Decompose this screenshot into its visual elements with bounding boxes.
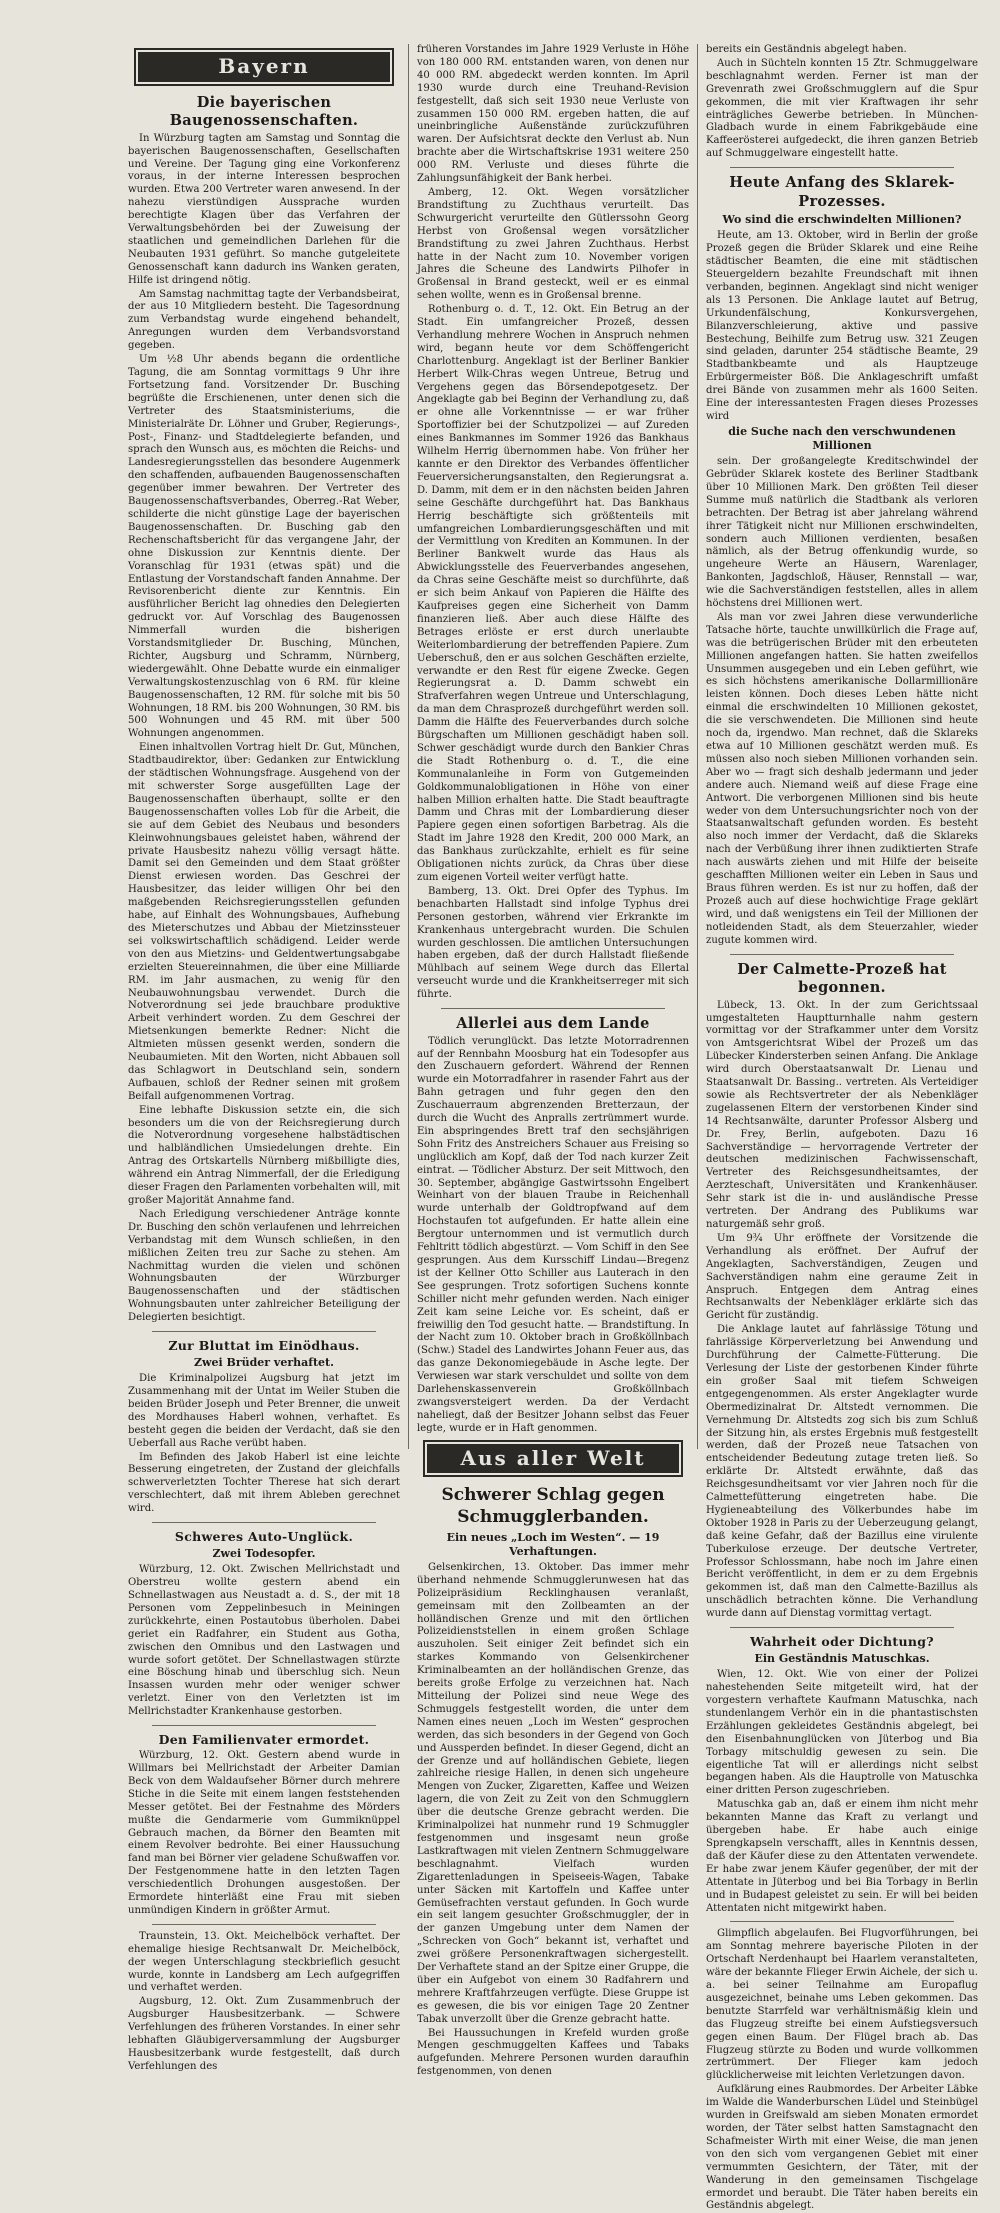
paragraph: Bei Haussuchungen in Krefeld wurden große Mengen geschmuggelten Kaffees und Tabaks aufgefunden. Mehrere Personen wurden daraufhin festgenommen, von denen (417, 2027, 689, 2078)
paragraph: bereits ein Geständnis abgelegt haben. (706, 44, 907, 55)
column-2 (408, 44, 697, 2078)
paragraph: Um 9¾ Uhr eröffnete der Vorsitzende die Verhandlung als eröffnet. Der Aufruf der Angeklagten, Sachverständigen, Zeugen und Sachverständigen nahm eine geraume Zeit in Anspruch. Entgegen dem Antrag eines Rechtsanwalts der Nebenkläger erklärte sich das Gericht für zuständig. (706, 1232, 978, 1322)
paragraph: Aufklärung eines Raubmordes. Der Arbeiter Läbke im Walde die Wanderburschen Lüdel und Steinbügel wurden in Greifswald am sieben Monaten ermordet worden, der Täter selbst hatten Samstagnacht den Schafmeister Wirth mit einer Weise, die man jenen von den sich vom vergangenen Gebiet mit einer vermummten Gesichtern, der Täter, mit der Wanderung in den gemeinsamen Tischgelage ermordet und beraubt. Die Täter haben bereits ein Geständnis abgelegt. (706, 2084, 978, 2212)
paragraph: Als man vor zwei Jahren diese verwunderliche Tatsache hörte, tauchte unwillkürlich die Frage auf, was die betrügerischen Brüder mit den erbeuteten Millionen angefangen hatten. Sie hatten zweifellos Unsummen ausgegeben und ein Leben geführt, wie es sich höchstens amerikanische Dollarmillionäre leisten können. Doch dieses Leben hätte nicht einmal die erschwindelten 10 Millionen gekostet, die sie verschwendeten. Die Millionen sind heute noch da, irgendwo. Man rechnet, daß die Sklareks etwa auf 10 Millionen geschätzt werden muß. Es müssen also noch sieben Millionen vorhanden sein. Aber wo — fragt sich deshalb jedermann und jeder andere auch. Niemand weiß auf diese Frage eine Antwort. Die verborgenen Millionen sind bis heute weder von dem Untersuchungsrichter noch von der Staatsanwaltschaft gefunden worden. Es besteht also noch immer der Verdacht, daß die Sklareks nach der Verbüßung ihrer ihnen zudiktierten Strafe nach auswärts ziehen und mit Hilfe der beiseite geschafften Millionen weiter ein Leben in Saus und Braus führen werden. Es ist nur zu hoffen, daß der Prozeß auch auf diese hochwichtige Frage geklärt wird, und daß wenigstens ein Teil der Millionen der notleidenden Stadt, als dem Steuerzahler, wieder zugute kommen wird. (706, 611, 978, 946)
subheadline-bluttat: Zwei Brüder verhaftet. (194, 1356, 334, 1370)
paragraph: Die Kriminalpolizei Augsburg hat jetzt im Zusammenhang mit der Untat im Weiler Stuben die beiden Brüder Joseph und Peter Brenner, die unweit des Mordhauses Haberl wohnen, verhaftet. Es besteht gegen die beiden der Verdacht, daß sie den Ueberfall aus Rache verübt haben. (128, 1373, 400, 1449)
divider (730, 954, 954, 955)
paragraph: Am Samstag nachmittag tagte der Verbandsbeirat, der aus 10 Mitgliedern besteht. Die Tagesordnung zum Verbandstag wurde eingehend behandelt, Anregungen wurden dem Verbandsvorstand gegeben. (128, 288, 400, 352)
headline-wahrheit: Wahrheit oder Dichtung? (750, 1634, 934, 1650)
divider (730, 1627, 954, 1628)
paragraph: Augsburg, 12. Okt. Zum Zusammenbruch der Augsburger Hausbesitzerbank. — Schwere Verfehlungen des früheren Vorstandes. In einer sehr lebhaften Gläubigerversammlung der Augsburger Hausbesitzerbank wurde festgestellt, daß durch Verfehlungen des (128, 1996, 400, 2072)
headline-familienvater: Den Familienvater ermordet. (158, 1732, 370, 1748)
subheadline-auto-unglueck: Zwei Todesopfer. (212, 1547, 316, 1561)
paragraph: In Würzburg tagten am Samstag und Sonntag die bayerischen Baugenossenschaften, Gesellschaften und Vereine. Der Tagung ging eine Vorkonferenz voraus, in der interne Interessen besprochen wurden. Etwa 200 Vertreter waren anwesend. In der nahezu vierstündigen Aussprache wurden berechtigte Klagen über das Verfahren der Verwaltungsbehörden bei der Zuweisung der staatlichen und gemeindlichen Darlehen für die Neubauten 1931 geführt. So manche gutgeleitete Genossenschaft kann dadurch ins Wanken geraten, Hilfe ist dringend nötig. (128, 132, 400, 286)
headline-bluttat: Zur Bluttat im Einödhaus. (168, 1338, 360, 1354)
paragraph: Gelsenkirchen, 13. Oktober. Das immer mehr überhand nehmende Schmugglerunwesen hat das Polizeipräsidium Recklinghausen veranlaßt, gemeinsam mit den Zollbeamten an der holländischen Grenze und mit den örtlichen Polizeidienststellen in einem großen Schlage auszuholen. Seit einiger Zeit befindet sich ein starkes Kommando von Gelsenkirchener Kriminalbeamten an der holländischen Grenze, das bereits große Erfolge zu verzeichnen hat. Nach Mitteilung der Polizei sind neue Wege des Schmuggels festgestellt worden, die unter dem Namen eines neuen „Loch im Westen“ gesprochen werden, das sich besonders in der Gegend von Goch und Aussperden befindet. In dieser Gegend, dicht an der Grenze und auf holländischen Gebiete, liegen zahlreiche riesige Hallen, in denen sich ungeheure Mengen von Zucker, Zigaretten, Kaffee und Weizen lagern, die von Zeit zu Zeit von den Schmugglern über die deutsche Grenze gebracht werden. Die Kriminalpolizei hat nunmehr rund 19 Schmuggler festgenommen und insgesamt neun große Lastkraftwagen mit vielen Zentnern Schmuggelware beschlagnahmt. Vielfach wurden Zigarettenladungen in Speiseeis-Wagen, Tabake unter Säcken mit Kartoffeln und Kaffee unter Gemüsefrachten verstaut gefunden. In Goch wurde ein seit langem gesuchter Großschmuggler, der in der ganzen Umgebung unter dem Namen der „Schrecken von Goch“ bekannt ist, verhaftet und zwei größere Personenkraftwagen sichergestellt. Der Verhaftete stand an der Spitze einer Gruppe, die über ein Aufgebot von einem 30 Radfahrern und mehrere Kraftfahrzeugen verfügte. Diese Gruppe ist es gewesen, die bis vor einigen Tage 20 Zentner Tabak unverzollt über die Grenze gebracht hatte. (417, 1561, 689, 2025)
headline-calmette: Der Calmette-Prozeß hat begonnen. (737, 960, 947, 997)
column-1 (120, 44, 408, 2072)
divider (441, 1008, 665, 1009)
paragraph: Auch in Süchteln konnten 15 Ztr. Schmuggelware beschlagnahmt werden. Ferner ist man der Grevenrath zwei Großschmugglern auf die Spur gekommen, die mit vier Kraftwagen ihr sehr einträgliches Gewerbe betrieben. In München-Gladbach wurde in einem Fabrikgebäude eine Kaffeerösterei aufgedeckt, die ihren ganzen Betrieb auf Schmuggelware eingestellt hatte. (706, 57, 978, 160)
paragraph: Wien, 12. Okt. Wie von einer der Polizei nahestehenden Seite mitgeteilt wird, hat der vorgestern verhaftete Kaufmann Matuschka, nach stundenlangem Verhör ein in die phantastischsten Erzählungen gekleidetes Geständnis abgelegt, bei den Eisenbahnunglücken von Jüterbog und Bia Torbagy mitschuldig gewesen zu sein. Die eigentliche Tat will er allerdings nicht selbst begangen haben. Als die Hauptrolle von Matuschka einer dritten Person zugeschrieben. (706, 1669, 978, 1797)
paragraph: Rothenburg o. d. T., 12. Okt. Ein Betrug an der Stadt. Ein umfangreicher Prozeß, dessen Verhandlung mehrere Wochen in Anspruch nehmen wird, begann heute vor dem Schöffengericht Charlottenburg. Angeklagt ist der Berliner Bankier Herbert Wilk-Chras wegen Untreue, Betrug und Vergehens gegen das Börsendepotgesetz. Der Angeklagte gab bei Beginn der Verhandlung zu, daß er ohne alle Vorkenntnisse — er war früher Sportoffizier bei der Schutzpolizei — auf Zureden eines Bankmannes im Sommer 1926 das Bankhaus Wilhelm Herrig übernommen habe. Von früher her kannte er den Direktor des Verbandes öffentlicher Feuerversicherungsanstalten, den Regierungsrat a. D. Damm, mit dem er in den nächsten beiden Jahren seine Geschäfte durchgeführt hat. Das Bankhaus Herrig beschäftigte sich größtenteils mit umfangreichen Lombardierungsgeschäften und mit der Vermittlung von Krediten an Kommunen. In der Berliner Bankwelt wurde das Haus als Abwicklungsstelle des Feuerverbandes angesehen, da Chras seine Geschäfte meist so durchführte, daß er sich beim Ankauf von Papieren die Hälfte des Kaufpreises gegen eine Sicherheit von Damm finanzieren ließ. Aber auch diese Hälfte des Betrages erlöste er erst durch unerlaubte Weiterlombardierung der betreffenden Papiere. Zum Ueberschuß, den er aus solchen Geschäften erzielte, verwandte er den Rest für eigene Zwecke. Gegen Regierungsrat a. D. Damm schwebt ein Strafverfahren wegen Untreue und Unterschlagung, da man dem Chrasprozeß durchgeführt werden soll. Damm die Hälfte des Feuerverbandes durch solche Bürgschaften um Millionen geschädigt haben soll. Schwer geschädigt wurde durch den Bankier Chras die Stadt Rothenburg o. d. T., die eine Kommunalanleihe in Form von Gutgemeinden Goldkommunalobligationen in Höhe von einer halben Million erhalten hatte. Die Stadt beauftragte Damm und Chras mit der Lombardierung dieser Papiere gegen einen sofortigen Barbetrag. Als die Stadt im Jahre 1928 den Kredit, 200 000 Mark, an das Bankhaus zurückzahlte, erhielt es für seine Obligationen nichts zurück, da Chras über diese zum eigenen Vorteil weiter verfügt hatte. (417, 304, 689, 883)
divider (730, 167, 954, 168)
paragraph: Um ½8 Uhr abends begann die ordentliche Tagung, die am Sonntag vormittags 9 Uhr ihre Fortsetzung fand. Vorsitzender Dr. Busching begrüßte die Erschienenen, unter denen sich die Vertreter des Staatsministeriums, die Ministerialräte Dr. Löhner und Gruber, Regierungs-, Post-, Finanz- und Stadtdelegierte befanden, und sprach den Wunsch aus, es möchten die Reichs- und Landesregierungsstellen das besondere Augenmerk den schaffenden, aufbauenden Baugenossenschaften gegenüber immer bewahren. Der Vertreter des Baugenossenschaftsverbandes, Oberreg.-Rat Weber, schilderte die nicht günstige Lage der bayerischen Baugenossenschaften. Dr. Busching gab den Rechenschaftsbericht für das vergangene Jahr, der ohne Diskussion zur Kenntnis diente. Der Voranschlag für 1931 (etwas spät) und die Entlastung der Vorstandschaft fanden Annahme. Der Revisorenbericht diente zur Kenntnis. Ein ausführlicher Bericht lag ohnedies den Delegierten gedruckt vor. Auf Vorschlag des Baugenossen Nimmerfall wurden die bisherigen Vorstandsmitglieder Dr. Busching, München, Richter, Augsburg und Schramm, Nürnberg, wiedergewählt. Ohne Debatte wurde ein einmaliger Verwaltungskostenzuschlag von 6 RM. für kleine Baugenossenschaften, 12 RM. für solche mit bis 50 Wohnungen, 18 RM. bis 200 Wohnungen, 30 RM. bis 500 Wohnungen und 45 RM. mit über 500 Wohnungen angenommen. (128, 354, 400, 740)
inline-subheading-millionen: die Suche nach den verschwundenen Millionen (728, 424, 956, 452)
paragraph: Bamberg, 13. Okt. Drei Opfer des Typhus. Im benachbarten Hallstadt sind infolge Typhus drei Personen gestorben, während vier Erkrankte im Krankenhaus untergebracht wurden. Die Schulen wurden geschlossen. Die amtlichen Untersuchungen haben ergeben, daß der durch Hallstadt fließende Mühlbach auf seinem Wege durch das Ellertal verseucht wurde und die Krankheitserreger mit sich führte. (417, 885, 689, 1001)
paragraph: früheren Vorstandes im Jahre 1929 Verluste in Höhe von 180 000 RM. entstanden waren, von denen nur 40 000 RM. abgedeckt werden konnten. Im April 1930 wurde durch eine Treuhand-Revision festgestellt, daß sich seit 1930 neue Verluste von zusammen 150 000 RM. ergeben hatten, die auf uneinbringliche Außenstände zurückzuführen waren. Der Aufsichtsrat deckte den Verlust ab. Nun brachte aber die Wirtschaftskrise 1931 weitere 250 000 RM. Verluste und dieses führte die Zahlungsunfähigkeit der Bank herbei. (417, 44, 689, 185)
column-3 (697, 44, 986, 2212)
paragraph: Würzburg, 12. Okt. Gestern abend wurde in Willmars bei Mellrichstadt der Arbeiter Damian Beck von dem Waldaufseher Börner durch mehrere Stiche in die Seite mit einem langen feststehenden Messer getötet. Bei der Festnahme des Mörders mußte die Gendarmerie vom Gummiknüppel Gebrauch machen, da Börner den Beamten mit einem Revolver bedrohte. Bei einer Haussuchung fand man bei Börner vier geladene Schußwaffen vor. Der Festgenommene hatte in den letzten Tagen verschiedentlich Drohungen ausgestoßen. Der Ermordete hinterläßt eine Frau mit sieben unmündigen Kindern in größter Armut. (128, 1750, 400, 1916)
divider (152, 1725, 376, 1726)
paragraph: Amberg, 12. Okt. Wegen vorsätzlicher Brandstiftung zu Zuchthaus verurteilt. Das Schwurgericht verurteilte den Gütlerssohn Georg Herbst von Großensal wegen vorsätzlicher Brandstiftung zu zwei Jahren Zuchthaus. Herbst hatte in der Nacht zum 10. November vorigen Jahres die Scheune des Landwirts Pilhofer in Großensal in Brand gesteckt, weil er es einmal sehen wollte, wenn es in Großensal brenne. (417, 186, 689, 302)
paragraph: Eine lebhafte Diskussion setzte ein, die sich besonders um die von der Reichsregierung durch die Notverordnung vorgesehene halbstädtischen und halbländlichen Umsiedelungen drehte. Ein Antrag des Ortskartells Nürnberg mißbilligte dies, während ein Antrag Nimmerfall, der die Erledigung dieser Fragen den Parlamenten vorbehalten will, mit großer Majorität Annahme fand. (128, 1104, 400, 1206)
divider (152, 1924, 376, 1925)
paragraph: Tödlich verunglückt. Das letzte Motorradrennen auf der Rennbahn Moosburg hat ein Todesopfer aus den Zuschauern gefordert. Während der Rennen wurde ein Motorradfahrer in rasender Fahrt aus der Bahn getragen und fuhr gegen den den Zuschauerraum abgrenzenden Bretterzaun, der durch die Wucht des Anpralls zertrümmert wurde. Ein abspringendes Brett traf den sechsjährigen Sohn Fritz des Anstreichers Schauer aus Freising so unglücklich am Kopf, daß der Tod nach kurzer Zeit eintrat. — Tödlicher Absturz. Der seit Mittwoch, den 30. September, abgängige Gastwirtssohn Engelbert Weinhart von der blauen Traube in Reichenhall wurde unterhalb der Goldtropfwand auf dem Hochstaufen tot aufgefunden. Er hatte allein eine Bergtour unternommen und ist vermutlich durch Fehltritt tödlich abgestürzt. — Vom Schiff in den See gesprungen. Aus dem Kursschiff Lindau—Bregenz ist der Kellner Otto Schiller aus Lauterach in den See gesprungen. Trotz sofortigen Suchens konnte Schiller nicht mehr gefunden werden. Nach einiger Zeit kam seine Leiche vor. Es scheint, daß er freiwillig den Tod gesucht hatte. — Brandstiftung. In der Nacht zum 10. Oktober brach in Großköllnbach (Schw.) Stadel des Landwirtes Johann Feuer aus, das das ganze Dekonomiegebäude in Asche legte. Der Verwiesen war stark verschuldet und sollte von dem Darlehenskassenverein Großköllnbach zwangsversteigert werden. Da der Verdacht naheliegt, daß der Besitzer Johann selbst das Feuer legte, wurde er in Haft genommen. (417, 1035, 689, 1434)
subheadline-schmugglerbanden: Ein neues „Loch im Westen“. — 19 Verhaftungen. (446, 1530, 660, 1558)
paragraph: Lübeck, 13. Okt. In der zum Gerichtssaal umgestalteten Hauptturnhalle nahm gestern vormittag vor der Strafkammer unter dem Vorsitz von Amtsgerichtsrat Wibel der Prozeß um das Lübecker Kindersterben seinen Anfang. Die Anklage wird durch Oberstaatsanwalt Dr. Lienau und Staatsanwalt Dr. Bassing.. vertreten. Als Verteidiger sowie als Rechtsvertreter der als Nebenkläger zugelassenen Eltern der verstorbenen Kinder sind 14 Rechtsanwälte, darunter Professor Alsberg und Dr. Frey, Berlin, aufgeboten. Dazu 16 Sachverständige — hervorragende Vertreter der deutschen medizinischen Fachwissenschaft, Vertreter des Reichsgesundheitsamtes, der Aerzteschaft, Universitäten und Krankenhäuser. Sehr stark ist die in- und ausländische Presse vertreten. Der Andrang des Publikums war naturgemäß sehr groß. (706, 999, 978, 1231)
paragraph: Im Befinden des Jakob Haberl ist eine leichte Besserung eingetreten, der Zustand der gleichfalls schwerverletzten Tochter Therese hat sich derart verschlechtert, daß mit ihrem Ableben gerechnet wird. (128, 1451, 400, 1515)
subheadline-wahrheit: Ein Geständnis Matuschkas. (754, 1652, 930, 1666)
section-banner-bayern: Bayern (134, 48, 394, 86)
paragraph: Glimpflich abgelaufen. Bei Flugvorführungen, bei am Sonntag mehrere bayerische Piloten in der Ortschaft Nerdenhaupt bei Haarlem veranstalteten, wäre der bekannte Flieger Erwin Aichele, der sich u. a. bei seiner Teilnahme am Europaflug ausgezeichnet, beinahe ums Leben gekommen. Das benutzte Starrfeld war verhältnismäßig klein und das Flugzeug streifte bei einem Aufstiegsversuch gegen einen Baum. Der Flügel brach ab. Das Flugzeug stürzte zu Boden und wurde vollkommen zertrümmert. Der Flieger kam jedoch glücklicherweise mit leichten Verletzungen davon. (706, 1928, 978, 2082)
headline-schmugglerbanden: Schwerer Schlag gegen Schmugglerbanden. (441, 1485, 665, 1528)
paragraph: Würzburg, 12. Okt. Zwischen Mellrichstadt und Oberstreu wollte gestern abend ein Schnellastwagen aus Neustadt a. d. S., der mit 18 Personen vom Zeppelinbesuch in Meiningen zurückkehrte, einen Postautobus überholen. Dabei geriet ein Radfahrer, ein Student aus Gotha, zwischen den Omnibus und den Lastwagen und wurde sofort getötet. Der Schnellastwagen stürzte eine Böschung hinab und überschlug sich. Neun Insassen wurden mehr oder weniger schwer verletzt. Einer von den Verletzten ist im Mellrichstadter Krankenhause gestorben. (128, 1564, 400, 1718)
divider (730, 1921, 954, 1922)
columns (120, 44, 986, 2212)
paragraph: Nach Erledigung verschiedener Anträge konnte Dr. Busching den schön verlaufenen und lehrreichen Verbandstag mit dem Wunsch schließen, in den mißlichen Zeiten treu zur Sache zu stehen. Am Nachmittag wurden die vielen und schönen Wohnungsbauten der Würzburger Baugenossenschaften und der städtischen Wohnungsbauten unter zahlreicher Beteiligung der Delegierten besichtigt. (128, 1208, 400, 1324)
headline-allerlei: Allerlei aus dem Lande (456, 1015, 650, 1033)
divider (152, 1522, 376, 1523)
paragraph: Die Anklage lautet auf fahrlässige Tötung und fahrlässige Körperverletzung bei Anwendung und Durchführung der Calmette-Fütterung. Die Verlesung der Liste der gestorbenen Kinder führte ein großer Saal mit tiefem Schweigen entgegengenommen. Als erster Angeklagter wurde Obermedizinalrat Dr. Altstedt vernommen. Die Vernehmung Dr. Altstedts zog sich bis zum Schluß der Sitzung hin, als erstes Ergebnis muß festgestellt werden, daß der Prozeß neue Tatsachen von entscheidender Bedeutung zutage treten ließ. So erklärte Dr. Altstedt erwähnte, daß das Reichsgesundheitsamt vor vier Jahren noch für die Calmettefütterung eingetreten habe. Die Hygieneabteilung des Völkerbundes habe im Oktober 1928 in Paris zu der Ueberzeugung gelangt, daß keine Gefahr, daß der Bazillus eine virulente Tuberkulose erzeuge. Der deutsche Vertreter, Professor Schlossmann, habe noch im Jahre einen Bericht veröffentlicht, in dem er zu dem Ergebnis gekommen ist, daß man den Calmette-Bazillus als unschädlich betrachten könne. Die Verhandlung wurde dann auf Dienstag vormittag vertagt. (706, 1324, 978, 1620)
headline-sklarek: Heute Anfang des Sklarek-Prozesses. (729, 174, 955, 210)
divider (152, 1331, 376, 1332)
headline-auto-unglueck: Schweres Auto-Unglück. (174, 1529, 354, 1545)
paragraph: Heute, am 13. Oktober, wird in Berlin der große Prozeß gegen die Brüder Sklarek und eine Reihe städtischer Beamten, die eine mit städtischen Steuergeldern bezahlte Freundschaft mit ihnen verbanden, beginnen. Angeklagt sind nicht weniger als 13 Personen. Die Anklage lautet auf Betrug, Urkundenfälschung, Konkursvergehen, Bilanzverschleierung, aktive und passive Bestechung, Beihilfe zum Betrug usw. 321 Zeugen sind geladen, darunter 254 städtische Beamte, 29 Stadtbankbeamte und als Hauptzeuge Erbürgermeister Böß. Die Anklageschrift umfaßt drei Bände von zusammen mehr als 1600 Seiten. Eine der interessantesten Fragen dieses Prozesses wird (706, 230, 978, 423)
headline-baugenossenschaften: Die bayerischen Baugenossenschaften. (169, 93, 359, 130)
paragraph: Einen inhaltvollen Vortrag hielt Dr. Gut, München, Stadtbaudirektor, über: Gedanken zur Entwicklung der städtischen Wohnungsfrage. Ausgehend von der mit schwerster Sorge ausgefüllten Lage der Baugenossenschaften überhaupt, sollte er den Baugenossenschaften volles Lob für die Arbeit, die sie auf dem Gebiet des Neubaus und besonders Kleinwohnungsbaues geleistet haben, während der private Hausbesitz nahezu völlig versagt hätte. Damit sei den Gemeinden und dem Staat größter Dienst erwiesen worden. Das Geschrei der Hausbesitzer, das leider willigen Ohr bei den maßgebenden Reichsregierungsstellen gefunden habe, auf Einhalt des Wohnungsbaues, Aufhebung des Mieterschutzes und Abbau der Mietzinssteuer sei volkswirtschaftlich schädigend. Leider werde von den aus Mietzins- und Geldentwertungsabgabe erzielten Steuereinnahmen, die über eine Milliarde RM. im Jahr ausmachen, zu wenig für den Neubauwohnungsbau verwendet. Durch die Notverordnung sei jede brauchbare produktive Arbeit verhindert worden. Zu dem Geschrei der Mietsenkungen bemerkte Redner: Nicht die Altmieten müssen gesenkt werden, sondern die Neubaumieten. Mit den Worten, nicht Abbauen soll das Schlagwort in Deutschland sein, sondern Aufbauen, schloß der Redner seinen mit großem Beifall aufgenommenen Vortrag. (128, 742, 400, 1102)
paragraph: sein. Der großangelegte Kreditschwindel der Gebrüder Sklarek kostete des Berliner Stadtbank über 10 Millionen Mark. Den größten Teil dieser Summe muß natürlich die Stadtbank als verloren betrachten. Der Betrag ist aber jahrelang während ihrer Tätigkeit nicht nur Millionen erschwindelten, sondern auch Millionen verdienten, besaßen nämlich, als der Betrug offenkundig wurde, so ungeheure Werte an Häusern, Warenlager, Bankonten, Jagdschloß, Häuser, Rennstall — war, wie die Sachverständigen feststellen, alles in allem höchstens drei Millionen wert. (706, 456, 978, 610)
paragraph: Matuschka gab an, daß er einem ihm nicht mehr bekannten Manne das Kraft zu verlangt und übergeben habe. Er habe auch einige Sprengkapseln verschafft, alles in Kenntnis dessen, daß der Käufer diese zu den Attentaten verwendete. Er habe zwar jenem Käufer gegenüber, der mit der Attentate in Jüterbog und bei Bia Torbagy in Berlin und in Budapest geleistet zu sein. Er will bei beiden Attentaten nicht mitgewirkt haben. (706, 1799, 978, 1914)
subheadline-sklarek: Wo sind die erschwindelten Millionen? (722, 213, 962, 227)
paragraph: Traunstein, 13. Okt. Meichelböck verhaftet. Der ehemalige hiesige Rechtsanwalt Dr. Meichelböck, der wegen Unterschlagung steckbrieflich gesucht wurde, konnte in Landsberg am Lech aufgegriffen und verhaftet werden. (128, 1930, 400, 1994)
section-banner-aus-aller-welt: Aus aller Welt (423, 1440, 683, 1478)
